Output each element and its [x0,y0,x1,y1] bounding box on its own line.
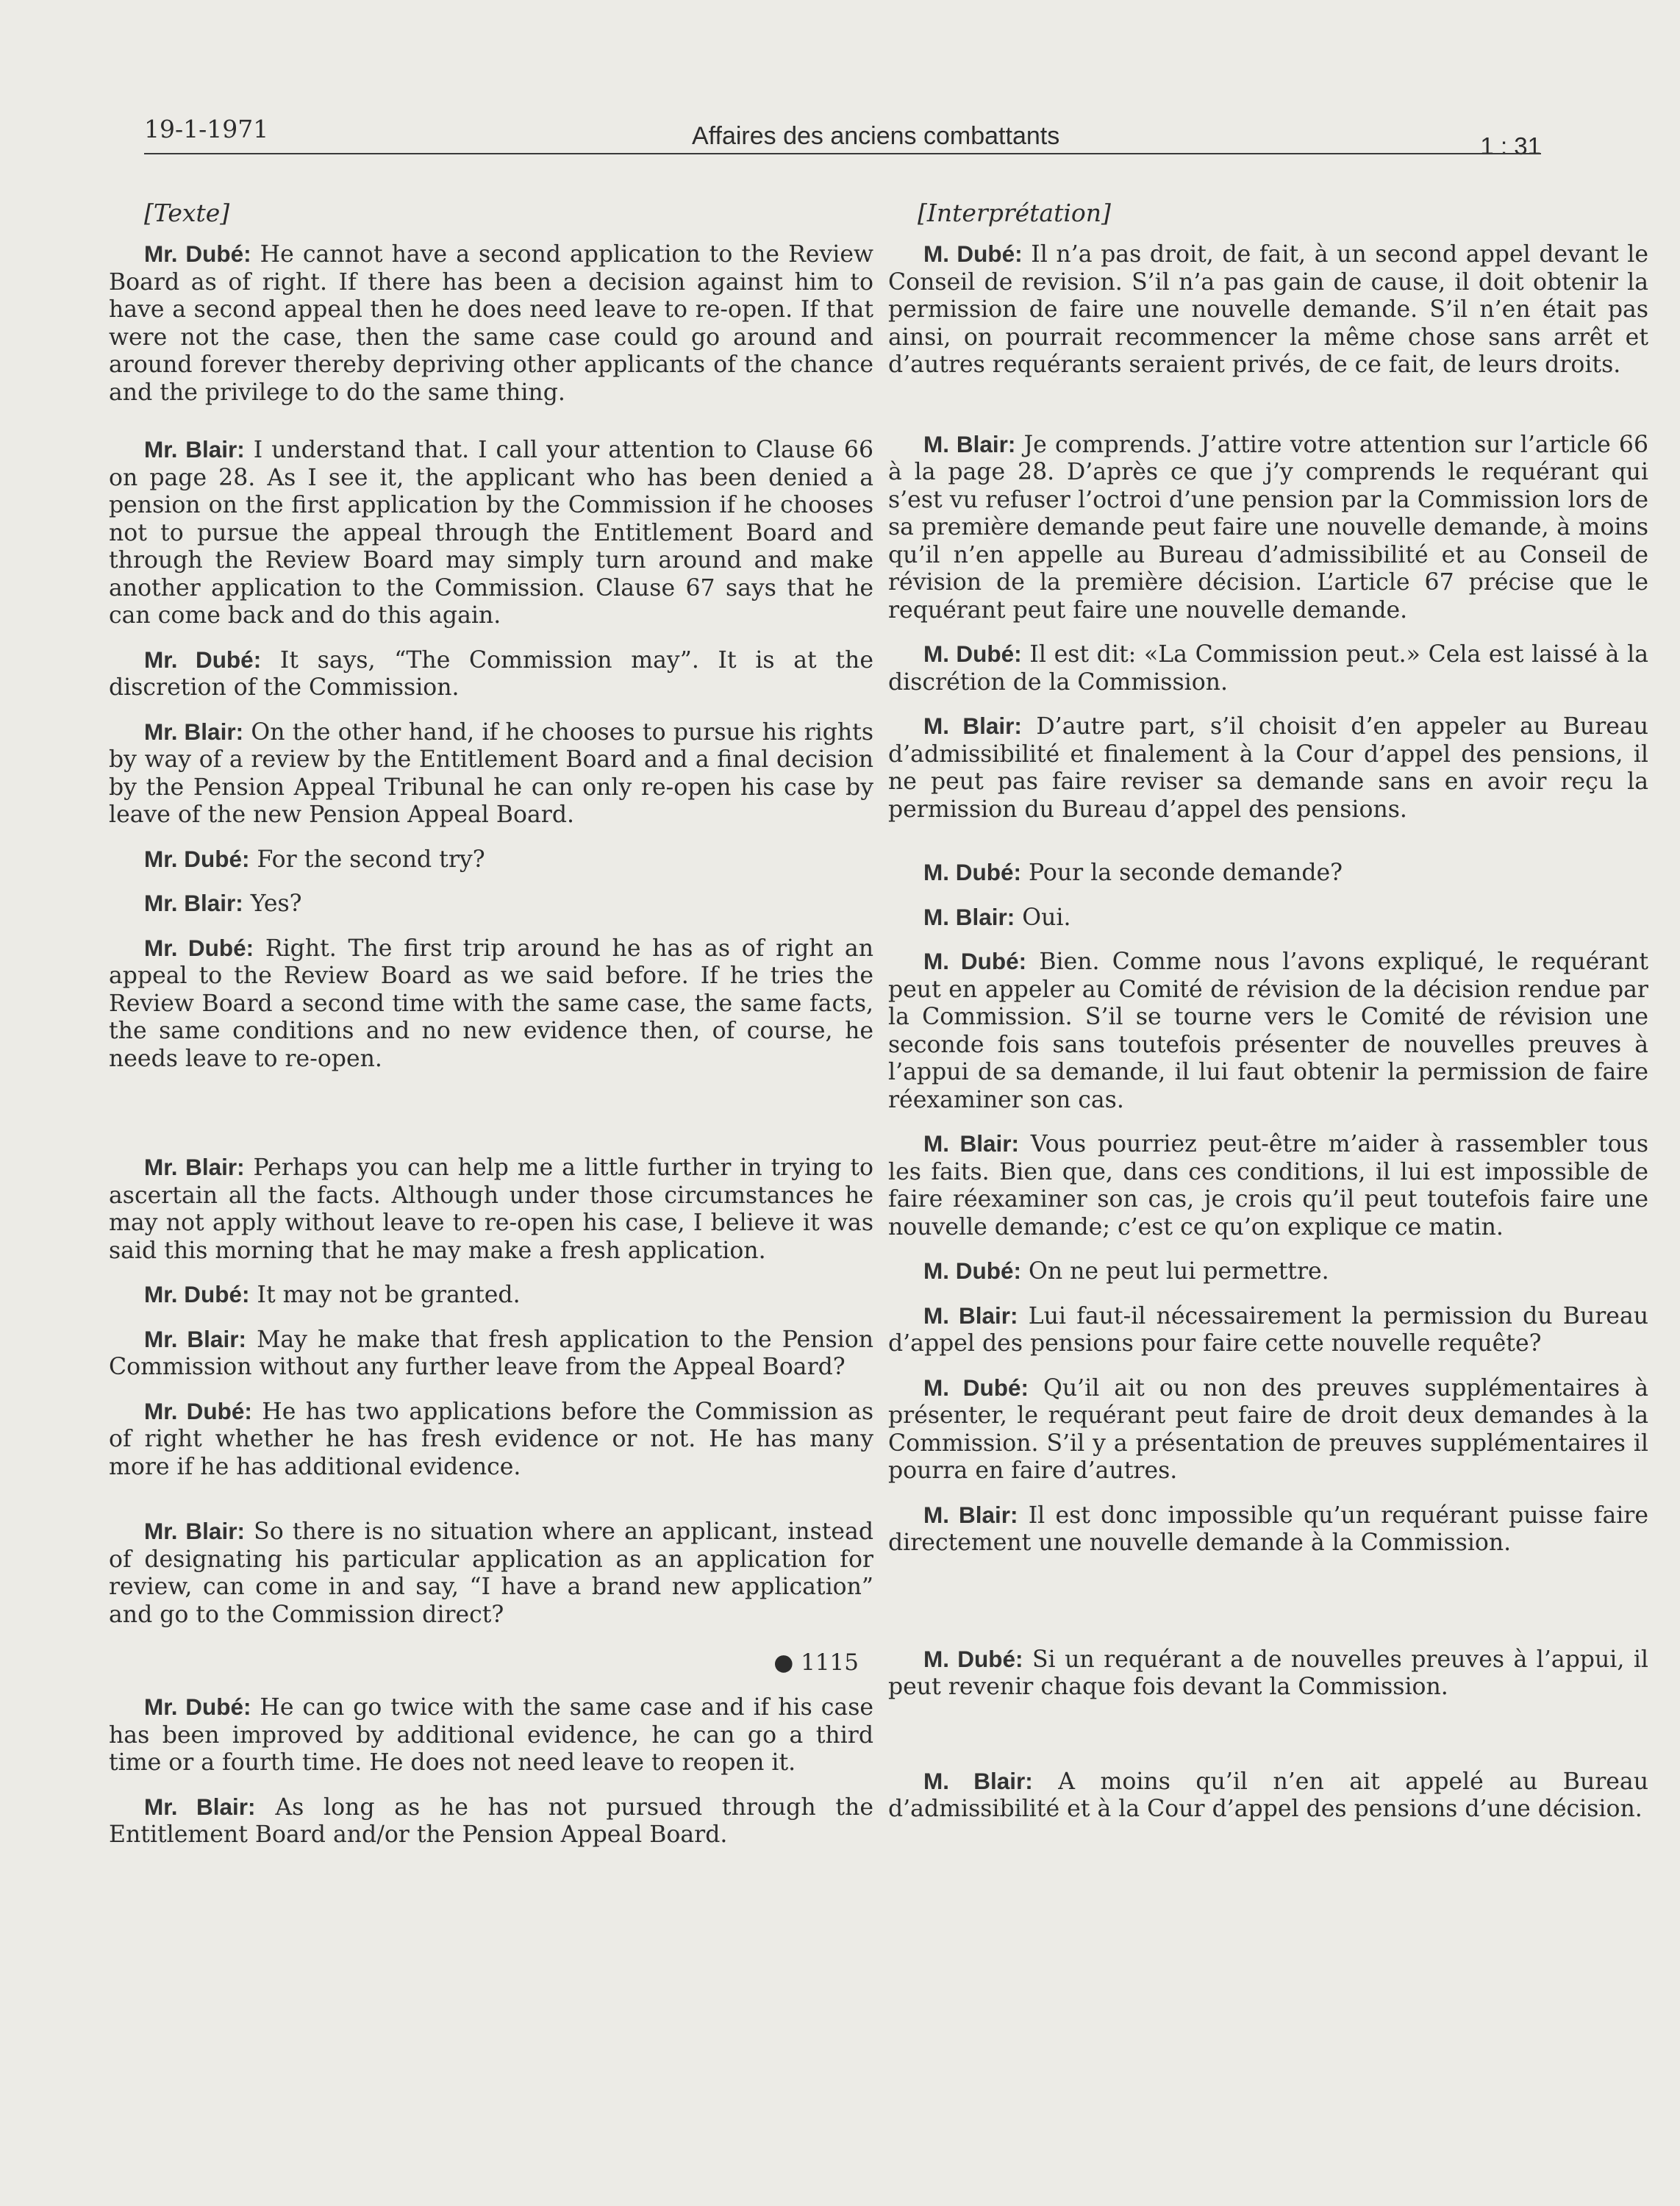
paragraph-text: He cannot have a second application to the Review Board as of right. If there has been a decision against him to have a second appeal then he does need leave to re-open. If that were not the case, then the same case could go around and around forever thereby depriving other applicants of the chance and the privilege to do the same thing. [109,241,873,406]
paragraph-text: He has two applications before the Commission as of right whether he has fresh evidence or not. He has many more if he has additional evidence. [109,1398,873,1480]
paragraph-text: Right. The first trip around he has as of right an appeal to the Review Board as we said before. If he tries the Review Board a second time with the same case, the same facts, the same conditions and no new evidence then, of course, he needs leave to re-open. [109,935,873,1072]
page-header [144,110,1541,162]
paragraph-text: Yes? [243,890,302,917]
paragraph [888,1768,1648,1824]
paragraph-text: As long as he has not pursued through the Entitlement Board and/or the Pension Appeal Board. [109,1793,873,1848]
paragraph [888,904,1648,932]
paragraph [109,1154,873,1265]
paragraph [109,1281,873,1310]
speaker: Mr. Blair: [144,890,243,916]
speaker: Mr. Dubé: [144,1397,252,1424]
speaker: Mr. Blair: [144,718,244,745]
speaker: M. Dubé: [923,240,1023,267]
paragraph-text: Oui. [1015,904,1071,931]
paragraph [888,1302,1648,1358]
paragraph [109,646,873,702]
speaker: Mr. Dubé: [144,646,262,673]
paragraph-text: Perhaps you can help me a little further in trying to ascertain all the facts. Although under those circumstances he may not apply without leave to re-open his case, I believe it was said this morning that he may make a fresh application. [109,1154,873,1264]
speaker: Mr. Blair: [144,1518,245,1544]
paragraph-text: Bien. Comme nous l’avons expliqué, le requérant peut en appeler au Comité de révision de la décision rendue par la Commission. S’il se tourne vers le Comité de révision une seconde fois sans toutefois présenter de nouvelles preuves à l’appui de sa demande, il lui faut obtenir la permission de faire réexaminer son cas. [888,949,1649,1113]
french-column [888,199,1648,1824]
paragraph-text: He can go twice with the same case and if his case has been improved by additional evidence, he can go a third time or a fourth time. He does not need leave to reopen it. [109,1694,873,1776]
speaker: M. Blair: [923,1130,1020,1157]
speaker: M. Blair: [923,1302,1018,1329]
paragraph [888,431,1648,625]
header-date: 19-1-1971 [144,115,269,143]
paragraph [109,1793,873,1849]
speaker: M. Dubé: [923,1645,1023,1672]
paragraph-text: It says, “The Commission may”. It is at the discretion of the Commission. [109,646,873,701]
speaker: Mr. Blair: [144,1154,245,1180]
paragraph [888,1257,1648,1286]
speaker: Mr. Dubé: [144,1693,251,1720]
speaker: M. Blair: [923,1767,1033,1794]
paragraph-text: It may not be granted. [249,1282,521,1308]
paragraph-text: For the second try? [249,846,485,873]
speaker: M. Dubé: [923,1374,1029,1401]
paragraph [109,935,873,1074]
paragraph-text: I understand that. I call your attention to Clause 66 on page 28. As I see it, the applicant who has been denied a pension on the first application by the Commission if he chooses not to pursue the appeal through the Entitlement Board and through the Review Board may simply turn around and make another application to the Commission. Clause 67 says that he can come back and do this again. [109,437,873,629]
paragraph [888,240,1648,379]
speaker: Mr. Blair: [144,1793,256,1820]
speaker: M. Blair: [923,903,1015,930]
speaker: M. Blair: [923,1501,1018,1528]
paragraph-text: Si un requérant a de nouvelles preuves à l’appui, il peut revenir chaque fois devant la Commission. [888,1646,1648,1700]
paragraph-text: Je comprends. J’attire votre attention sur l’article 66 à la page 28. D’après ce que j’y comprends le requérant qui s’est vu refuser l’octroi d’une pension par la Commission lors de sa première demande peut faire une nouvelle demande, à moins qu’il n’en appelle au Bureau d’admissibilité et au Conseil de révision de la première décision. L’article 67 précise que le requérant peut faire une nouvelle demande. [888,431,1648,624]
paragraph-text: Il est donc impossible qu’un requérant puisse faire directement une nouvelle demande à la Commission. [888,1502,1648,1556]
speaker: M. Dubé: [923,1257,1021,1284]
paragraph [109,846,873,874]
paragraph [888,1646,1648,1702]
paragraph [888,1130,1648,1241]
speaker: Mr. Dubé: [144,845,250,872]
paragraph [888,859,1648,888]
paragraph-text: D’autre part, s’il choisit d’en appeler au Bureau d’admissibilité et finalement à la Cour d’appel des pensions, il ne peut pas faire reviser sa demande sans en avoir reçu la permission du Bureau d’appel des pensions. [888,713,1648,823]
paragraph [109,1398,873,1482]
paragraph [888,713,1648,824]
paragraph-text: On the other hand, if he chooses to pursue his rights by way of a review by the Entitlement Board and a final decision by the Pension Appeal Tribunal he can only re-open his case by leave of the new Pension Appeal Board. [109,718,873,828]
column-tag: [Interprétation] [918,199,1111,227]
paragraph-text: On ne peut lui permettre. [1020,1258,1329,1285]
header-rule [144,153,1541,154]
speaker: M. Dubé: [923,948,1027,974]
paragraph [109,718,873,829]
paragraph [109,1693,873,1777]
paragraph [109,1518,873,1629]
paragraph-text: Lui faut-il nécessairement la permission du Bureau d’appel des pensions pour faire cette nouvelle requête? [888,1302,1649,1357]
header-page-number: 1 : 31 [1480,132,1541,160]
speaker: Mr. Dubé: [144,1281,250,1307]
speaker: M. Blair: [923,430,1016,457]
paragraph [109,436,873,630]
speaker: Mr. Dubé: [144,240,251,267]
speaker: M. Dubé: [923,859,1021,885]
paragraph-text: Vous pourriez peut-être m’aider à rassembler tous les faits. Bien que, dans ces conditions, il lui est impossible de faire réexaminer son cas, je crois qu’il peut toutefois faire une nouvelle demande; c’est ce qu’on explique ce matin. [888,1131,1648,1241]
paragraph-text: Il n’a pas droit, de fait, à un second appel devant le Conseil de revision. S’il n’a pas gain de cause, il doit obtenir la permission de faire une nouvelle demande. S’il n’en était pas ainsi, on pourrait recommencer la même chose sans arrêt et d’autres requérants seraient privés, de ce fait, de leurs droits. [888,241,1648,378]
speaker: Mr. Dubé: [144,934,254,961]
speaker: M. Dubé: [923,640,1022,667]
paragraph-text: A moins qu’il n’en ait appelé au Bureau d’admissibilité et à la Cour d’appel des pensions d’une décision. [888,1768,1649,1822]
column-tag: [Texte] [144,199,230,227]
paragraph-text: Qu’il ait ou non des preuves supplémentaires à présenter, le requérant peut faire de droit deux demandes à la Commission. S’il y a présentation de preuves supplémentaires il pourra en faire d’autres. [888,1374,1648,1484]
paragraph-text: May he make that fresh application to the Pension Commission without any further leave from the Appeal Board? [109,1326,873,1380]
paragraph [888,948,1648,1114]
speaker: Mr. Blair: [144,1325,246,1352]
paragraph [888,1374,1648,1485]
english-column [109,199,873,1849]
time-marker: ● 1115 [773,1649,859,1676]
header-title: Affaires des anciens combattants [692,122,1060,150]
paragraph [109,890,873,918]
paragraph [109,1326,873,1382]
speaker: Mr. Blair: [144,436,245,463]
paragraph-text: So there is no situation where an applicant, instead of designating his particular application as an application for review, can come in and say, “I have a brand new application” and go to the Commission direct? [109,1518,873,1628]
paragraph [888,640,1648,696]
paragraph [109,240,873,407]
paragraph-text: Il est dit: «La Commission peut.» Cela est laissé à la discrétion de la Commission. [888,641,1648,696]
paragraph-text: Pour la seconde demande? [1020,860,1343,886]
speaker: M. Blair: [923,713,1022,739]
paragraph [888,1502,1648,1557]
